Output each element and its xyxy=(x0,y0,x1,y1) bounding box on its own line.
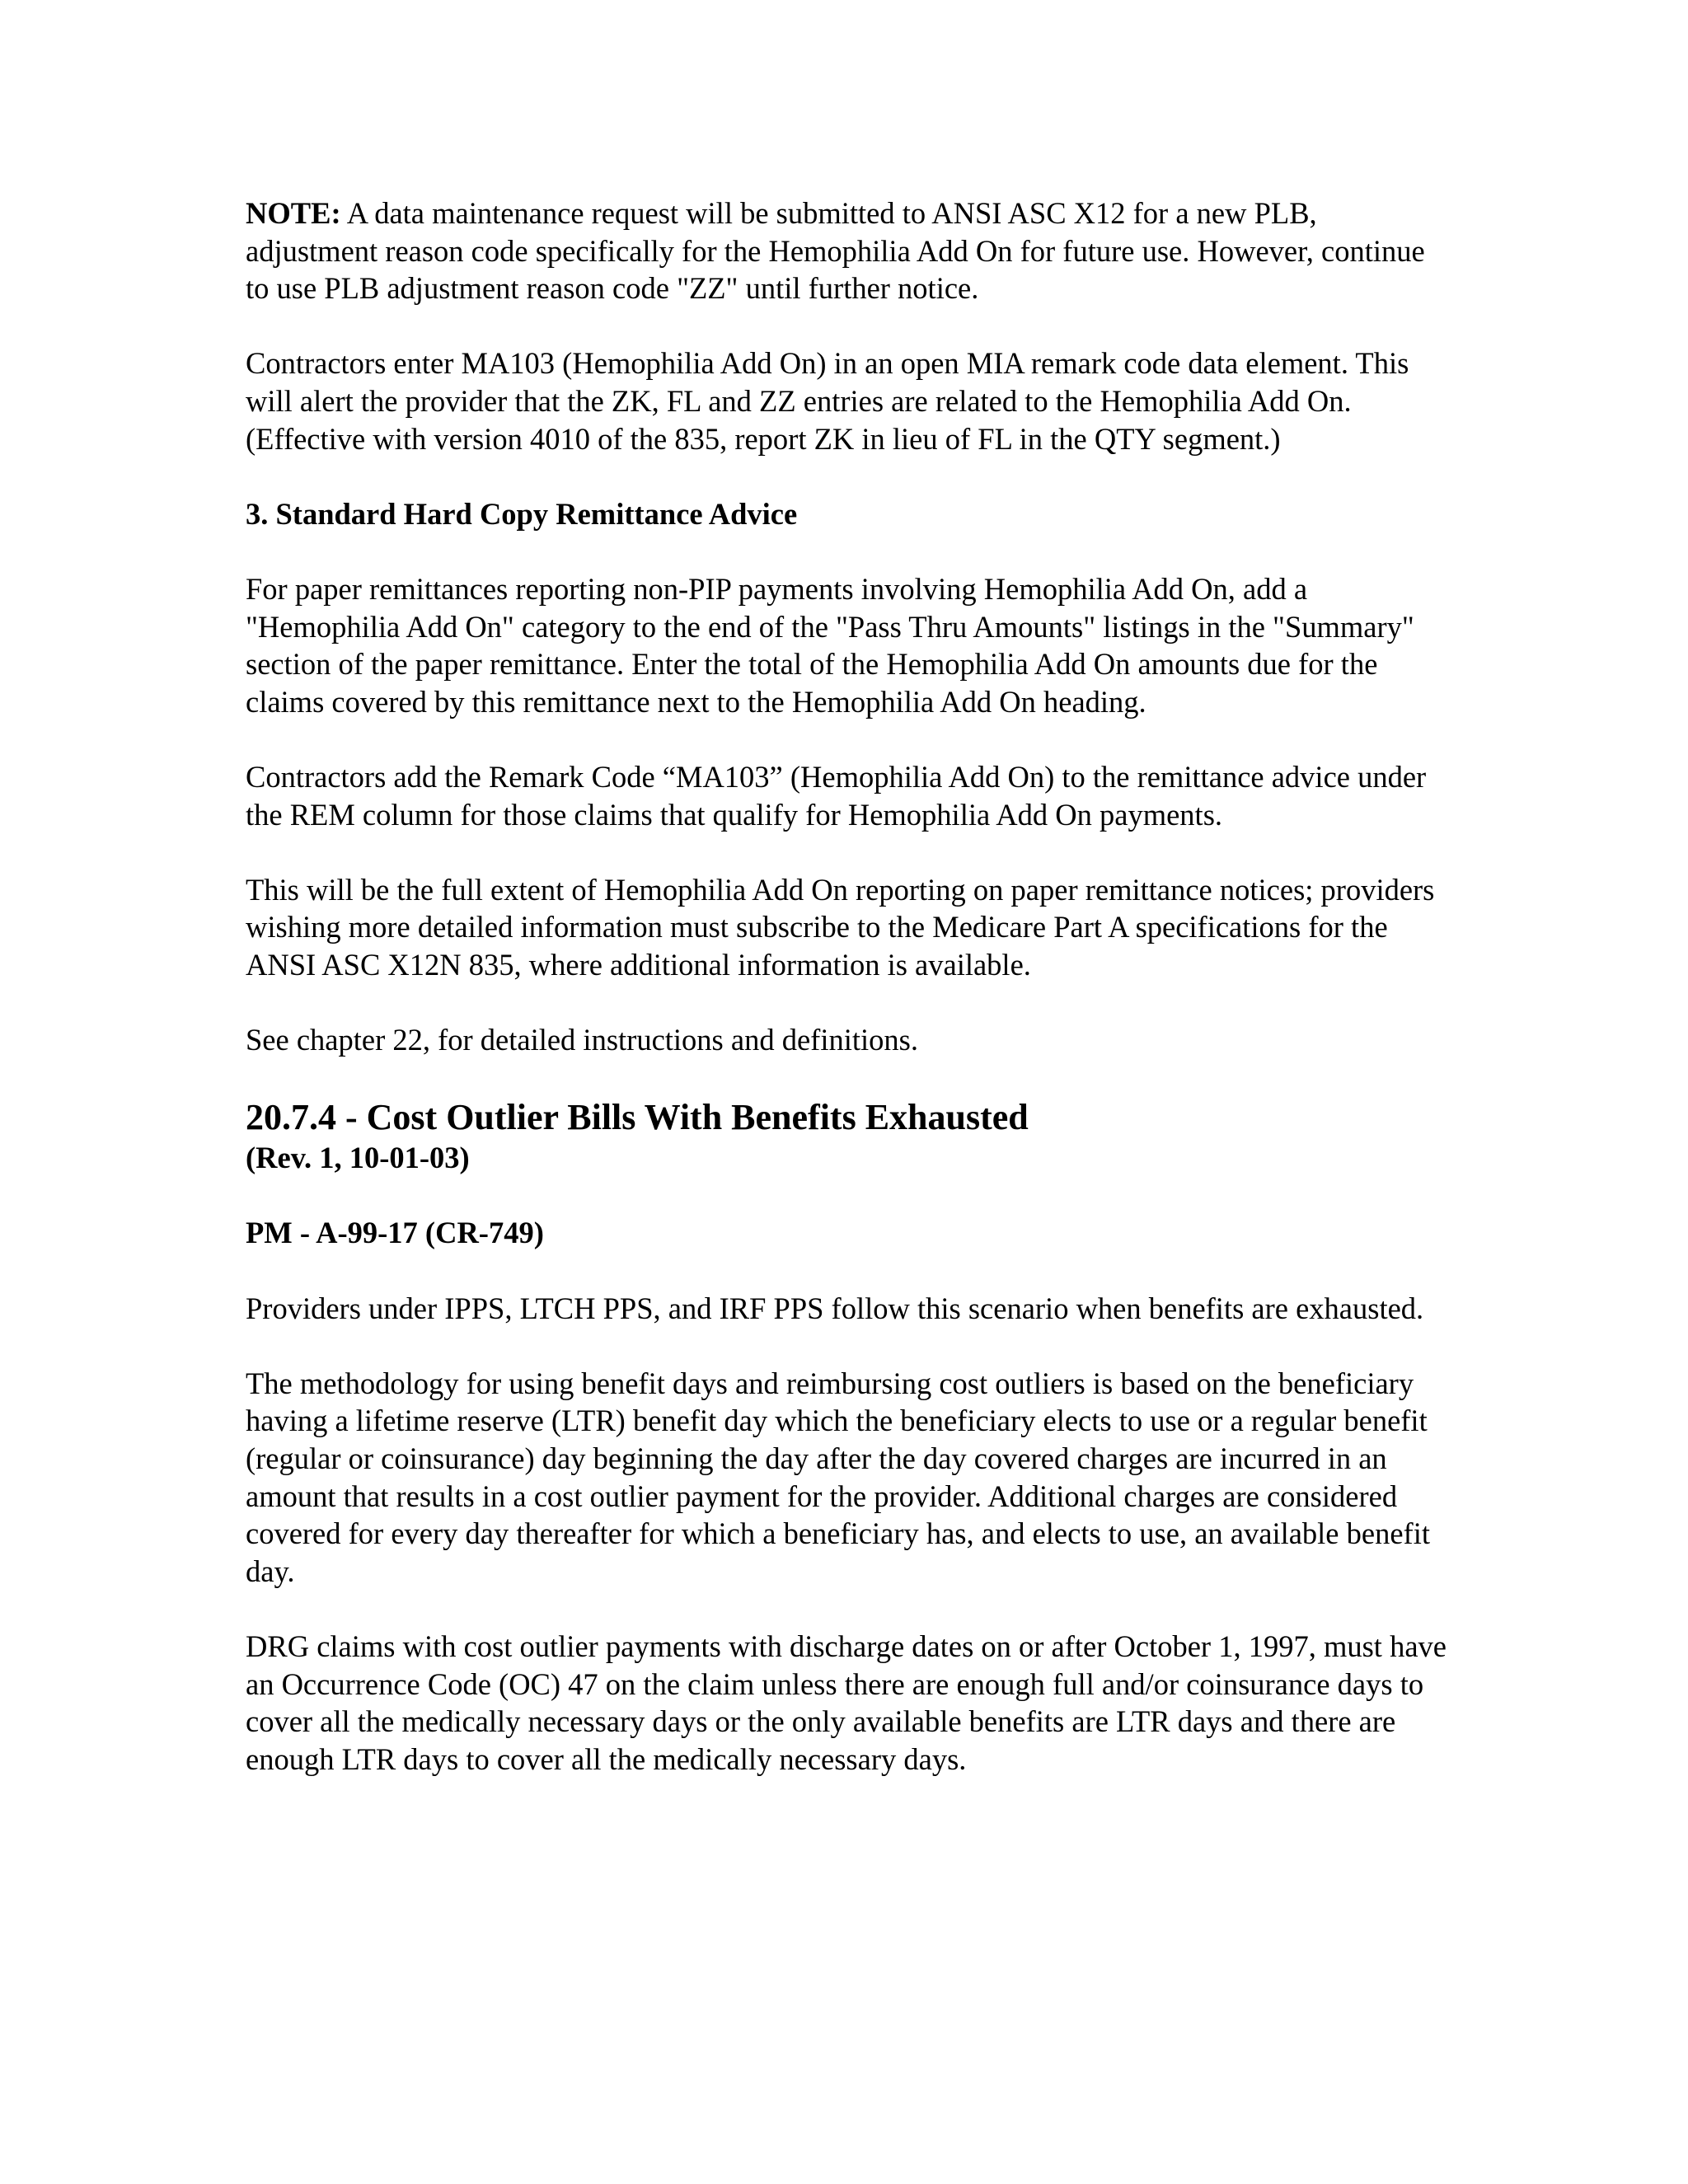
pm-reference: PM - A-99-17 (CR-749) xyxy=(246,1216,544,1250)
remark-code-paragraph: Contractors add the Remark Code “MA103” (Hemophilia Add On) to the remittance advice under the REM column for those claims that qualify for Hemophilia Add On payments. xyxy=(246,759,1427,832)
document-page xyxy=(246,194,1449,1816)
drg-claims-paragraph: DRG claims with cost outlier payments with discharge dates on or after October 1, 1997, must have an Occurrence Code (OC) 47 on the claim unless there are enough full and/or coinsurance days to cover all the medically necessary days or the only available benefits are LTR days and there are enough LTR days to cover all the medically necessary days. xyxy=(246,1629,1447,1776)
section-2074-revision: (Rev. 1, 10-01-03) xyxy=(246,1141,470,1175)
see-chapter-paragraph: See chapter 22, for detailed instructions and definitions. xyxy=(246,1023,918,1057)
paper-remittance-paragraph: For paper remittances reporting non-PIP payments involving Hemophilia Add On, add a "Hemophilia Add On" category to the end of the "Pass Thru Amounts" listings in the "Summary" section of the paper remittance. Enter the total of the Hemophilia Add On amounts due for the claims covered by this remittance next to the Hemophilia Add On heading. xyxy=(246,571,1414,719)
reporting-extent-paragraph: This will be the full extent of Hemophilia Add On reporting on paper remittance notices; providers wishing more detailed information must subscribe to the Medicare Part A specifications for the ANSI ASC X12N 835, where additional information is available. xyxy=(246,872,1435,982)
note-text: A data maintenance request will be submitted to ANSI ASC X12 for a new PLB, adjustment reason code specifically for the Hemophilia Add On for future use. However, continue to use PLB adjustment reason code "ZZ" until further notice. xyxy=(246,196,1425,306)
providers-scenario-paragraph: Providers under IPPS, LTCH PPS, and IRF PPS follow this scenario when benefits are exhausted. xyxy=(246,1291,1424,1325)
mia-remark-paragraph: Contractors enter MA103 (Hemophilia Add On) in an open MIA remark code data element. This will alert the provider that the ZK, FL and ZZ entries are related to the Hemophilia Add On. (Effective with version 4010 of the 835, report ZK in lieu of FL in the QTY segment.) xyxy=(246,346,1409,456)
methodology-paragraph: The methodology for using benefit days and reimbursing cost outliers is based on the beneficiary having a lifetime reserve (LTR) benefit day which the beneficiary elects to use or a regular benefit (regular or coinsurance) day beginning the day after the day covered charges are incurred in an amount that results in a cost outlier payment for the provider. Additional charges are considered covered for every day thereafter for which a beneficiary has, and elects to use, an available benefit day. xyxy=(246,1366,1430,1588)
note-paragraph xyxy=(246,194,1449,307)
section-3-heading: 3. Standard Hard Copy Remittance Advice xyxy=(246,496,798,531)
note-label: NOTE: xyxy=(246,196,341,230)
section-2074-title: 20.7.4 - Cost Outlier Bills With Benefits Exhausted xyxy=(246,1097,1029,1138)
